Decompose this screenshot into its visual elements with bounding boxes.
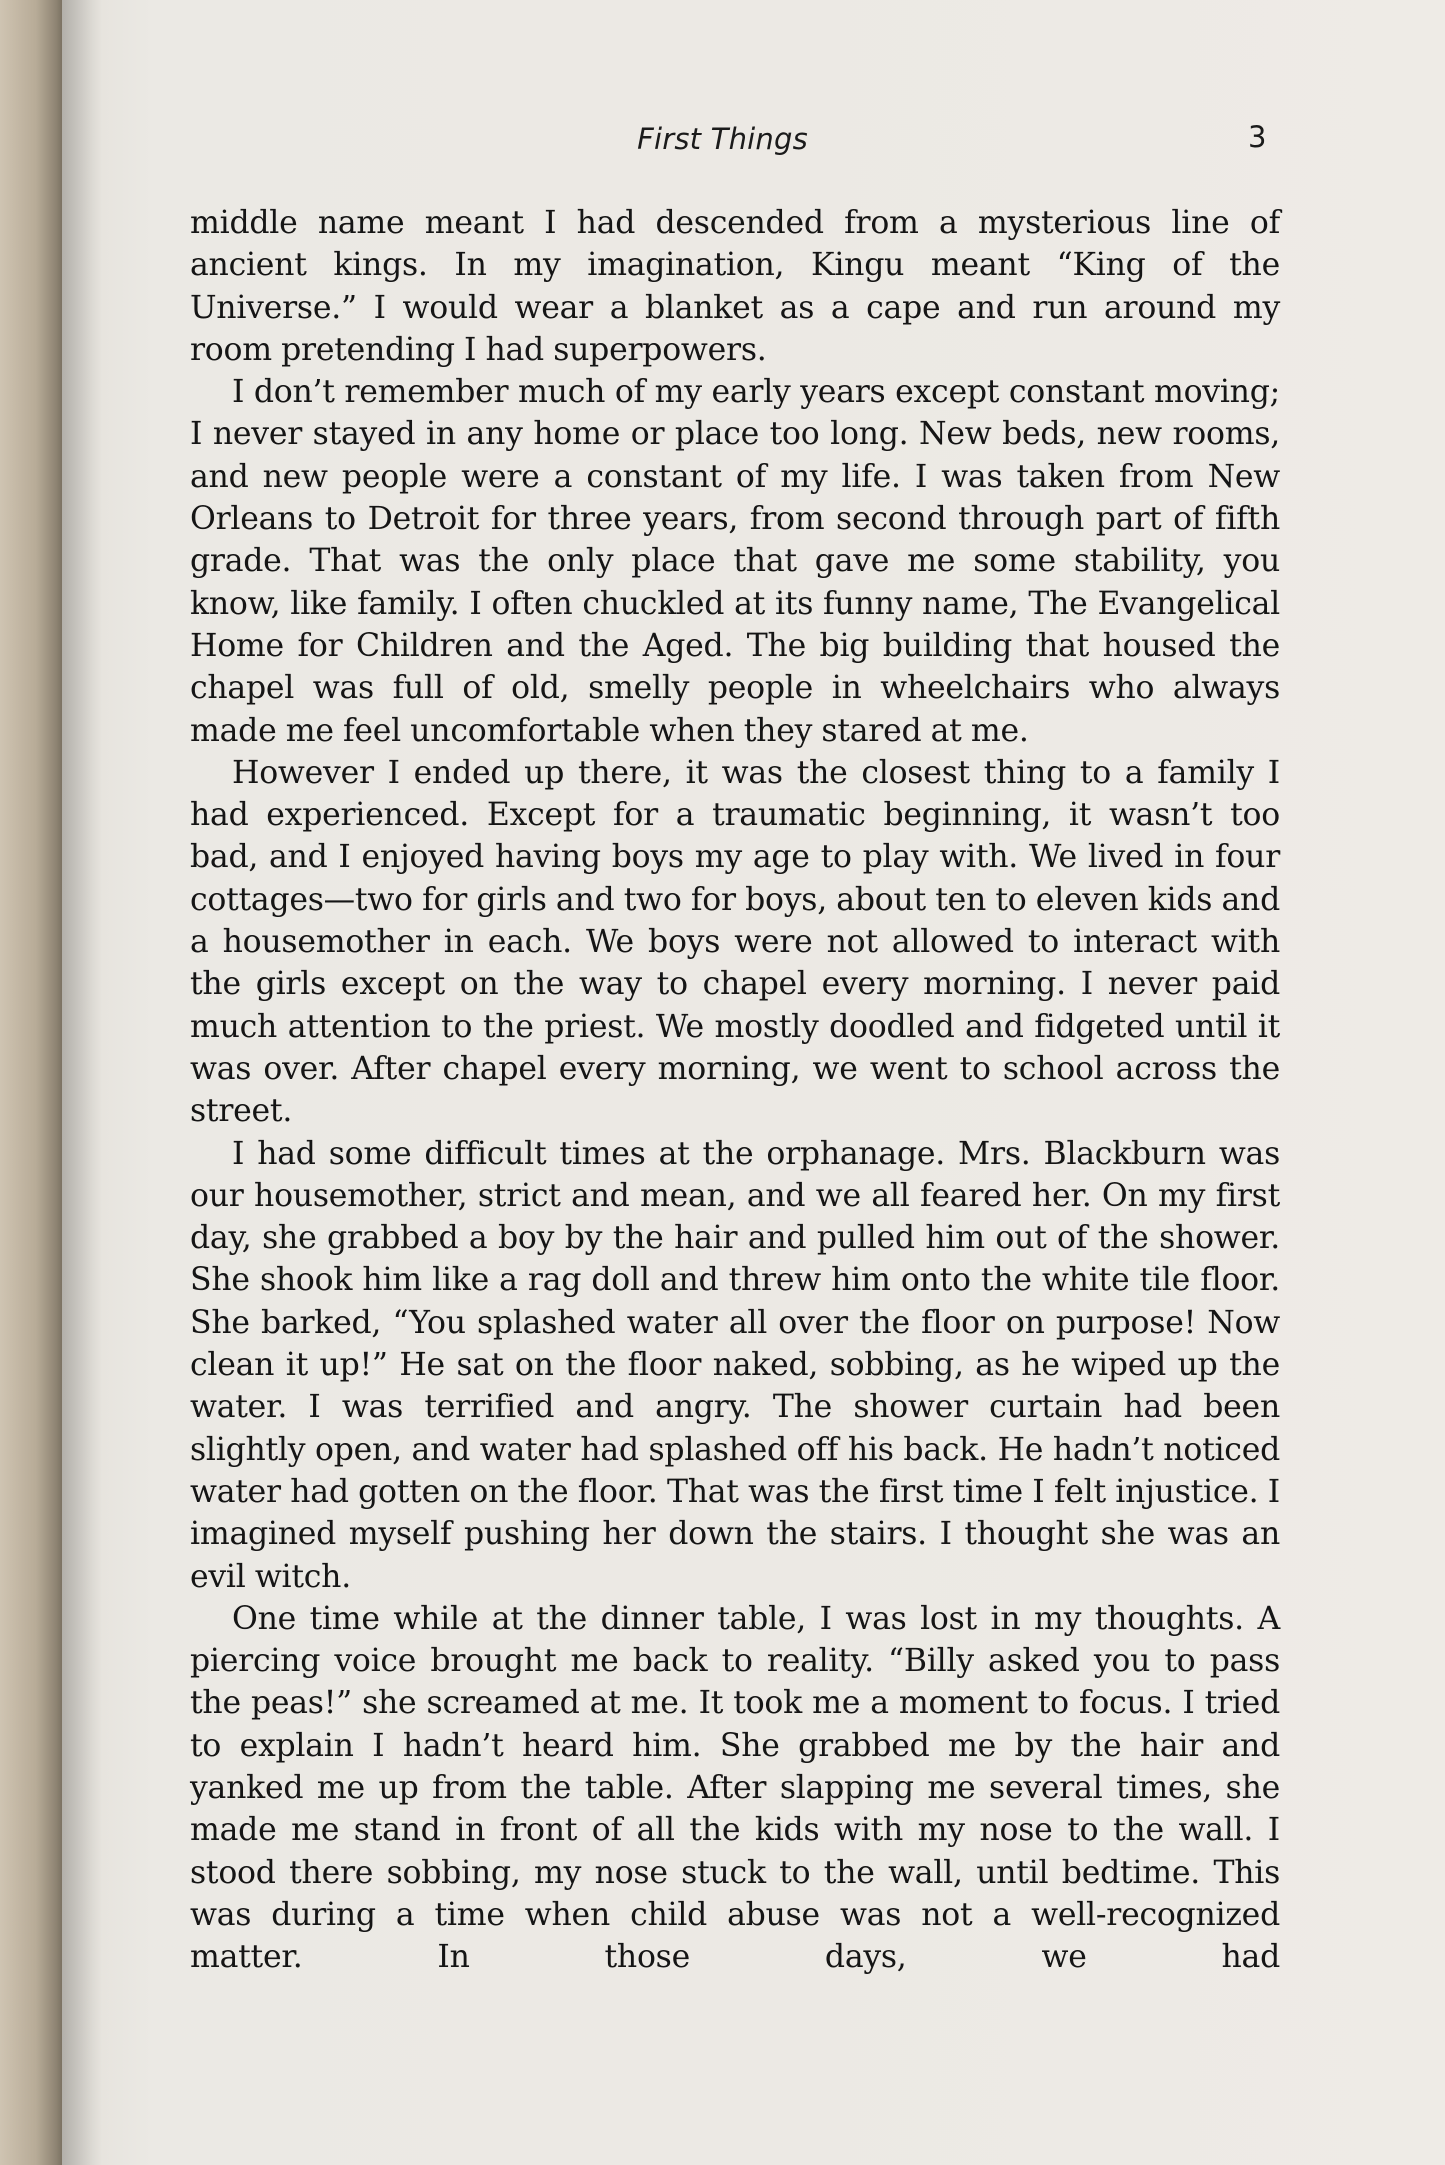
- paragraph-1: middle name meant I had descended from a mysterious line of ancient kings. In my imagination, Kingu meant “King of the Universe.” I would wear a blanket as a cape and run around my room pretending I had superpowers.: [190, 205, 1280, 368]
- paragraph-4: I had some difficult times at the orphanage. Mrs. Blackburn was our housemother, strict and mean, and we all feared her. On my first day, she grabbed a boy by the hair and pulled him out of the shower. She shook him like a rag doll and threw him onto the white tile floor. She barked, “You splashed water all over the floor on purpose! Now clean it up!” He sat on the floor naked, sobbing, as he wiped up the water. I was terrified and angry. The shower curtain had been slightly open, and water had splashed off his back. He hadn’t noticed water had gotten on the floor. That was the first time I felt injustice. I imagined myself pushing her down the stairs. I thought she was an evil witch.: [190, 1135, 1280, 1595]
- body-text: [190, 202, 1280, 1978]
- paragraph-5: One time while at the dinner table, I was lost in my thoughts. A piercing voice brought me back to reality. “Billy asked you to pass the peas!” she screamed at me. It took me a moment to focus. I tried to explain I hadn’t heard him. She grabbed me by the hair and yanked me up from the table. After slapping me several times, she made me stand in front of all the kids with my nose to the wall. I stood there sobbing, my nose stuck to the wall, until bedtime. This was during a time when child abuse was not a well-recognized matter. In those days, we had: [190, 1600, 1280, 1976]
- left-page-edge: [0, 0, 66, 2165]
- paragraph-2: I don’t remember much of my early years except constant moving; I never stayed in any home or place too long. New beds, new rooms, and new people were a constant of my life. I was taken from New Orleans to Detroit for three years, from second through part of fifth grade. That was the only place that gave me some stability, you know, like family. I often chuckled at its funny name, The Evangelical Home for Children and the Aged. The big building that housed the chapel was full of old, smelly people in wheelchairs who always made me feel uncomfortable when they stared at me.: [190, 374, 1280, 749]
- running-header-title: First Things: [637, 122, 808, 156]
- page-number: 3: [1248, 120, 1267, 154]
- spine-shadow: [62, 0, 102, 2165]
- paragraph-3: However I ended up there, it was the closest thing to a family I had experienced. Except for a traumatic beginning, it wasn’t too bad, and I enjoyed having boys my age to play with. We lived in four cottages—two for girls and two for boys, about ten to eleven kids and a housemother in each. We boys were not allowed to interact with the girls except on the way to chapel every morning. I never paid much attention to the priest. We mostly doodled and fidgeted until it was over. After chapel every morning, we went to school across the street.: [190, 754, 1280, 1130]
